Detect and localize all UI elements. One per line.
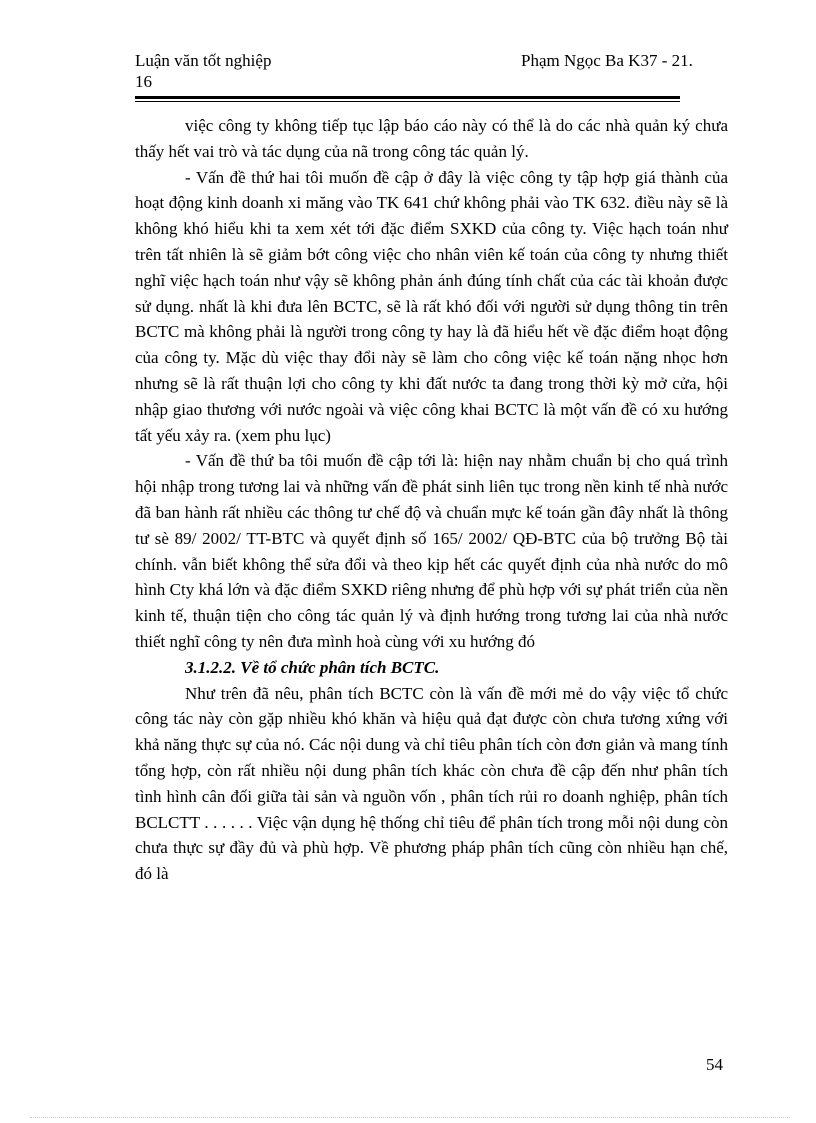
paragraph-issue-two: - Vấn đề thứ hai tôi muốn đề cập ở đây là việc công ty tập hợp giá thành của hoạt động kinh doanh xi măng vào TK 641 chứ không phải vào TK 632. điều này sẽ là không khó hiểu khi ta xem xét tới đặc điểm SXKD của công ty. Việc hạch toán như trên tất nhiên là sẽ giảm bớt công việc cho nhân viên kế toán của công ty nhưng thiết nghĩ việc hạch toán như vậy sẽ không phản ánh đúng tính chất của các tài khoản được sử dụng. nhất là khi đưa lên BCTC, sẽ là rất khó đối với người sử dụng thông tin trên BCTC mà không phải là người trong công ty hay là đã hiểu hết về đặc điểm hoạt động của công ty. Mặc dù việc thay đổi này sẽ làm cho công việc kế toán nặng nhọc hơn nhưng sẽ là rất thuận lợi cho công ty khi đất nước ta đang trong thời kỳ mở cửa, hội nhập giao thương với nước ngoài và việc công khai BCTC là một vấn đề có xu hướng tất yếu xảy ra. (xem phu lục): [135, 167, 728, 445]
header-rule-thin: [135, 101, 680, 102]
body-text: [135, 113, 728, 887]
page-number: 54: [706, 1055, 723, 1074]
paragraph-continuation: việc công ty không tiếp tục lập báo cáo này có thể là do các nhà quản ký chưa thấy hết vai trò và tác dụng của nã trong công tác quản lý.: [135, 116, 728, 161]
thesis-label: Luận văn tốt nghiệp: [135, 51, 272, 70]
header-rule-thick: [135, 96, 680, 99]
header-number: 16: [135, 72, 152, 91]
paragraph-issue-three: - Vấn đề thứ ba tôi muốn đề cập tới là: hiện nay nhằm chuẩn bị cho quá trình hội nhập trong tương lai và những vấn đề phát sinh liên tục trong nền kinh tế nhà nước đã ban hành rất nhiều các thông tư chế độ và chuẩn mực kế toán gần đây nhất là thông tư sè 89/ 2002/ TT-BTC và quyết định số 165/ 2002/ QĐ-BTC của bộ trưởng Bộ tài chính. vẫn biết không thể sửa đổi và theo kịp hết các quyết định của nhà nước do mô hình Cty khá lớn và đặc điểm SXKD riêng nhưng để phù hợp với sự phát triển của nền kinh tế, thuận tiện cho công tác quản lý và định hướng trong tương lai của nhà nước thiết nghĩ công ty nên đưa mình hoà cùng với xu hướng đó: [135, 451, 728, 651]
paragraph-analysis: Như trên đã nêu, phân tích BCTC còn là vấn đề mới mẻ do vậy việc tổ chức công tác này còn gặp nhiều khó khăn và hiệu quả đạt được còn chưa tương xứng với khả năng thực sự của nó. Các nội dung và chỉ tiêu phân tích còn đơn giản và mang tính tổng hợp, còn rất nhiều nội dung phân tích khác còn chưa đề cập đến như phân tích tình hình cân đối giữa tài sản và nguồn vốn , phân tích rủi ro doanh nghiệp, phân tích BCLCTT . . . . . . Việc vận dụng hệ thống chỉ tiêu để phân tích trong mỗi nội dung còn chưa thực sự đầy đủ và phù hợp. Về phương pháp phân tích cũng còn nhiều hạn chế, đó là: [135, 683, 728, 884]
running-header-left: [135, 50, 435, 92]
section-heading: 3.1.2.2. Về tổ chức phân tích BCTC.: [185, 657, 440, 677]
author-label: Phạm Ngọc Ba K37 - 21.: [521, 51, 693, 70]
page-bottom-divider: [30, 1117, 790, 1118]
